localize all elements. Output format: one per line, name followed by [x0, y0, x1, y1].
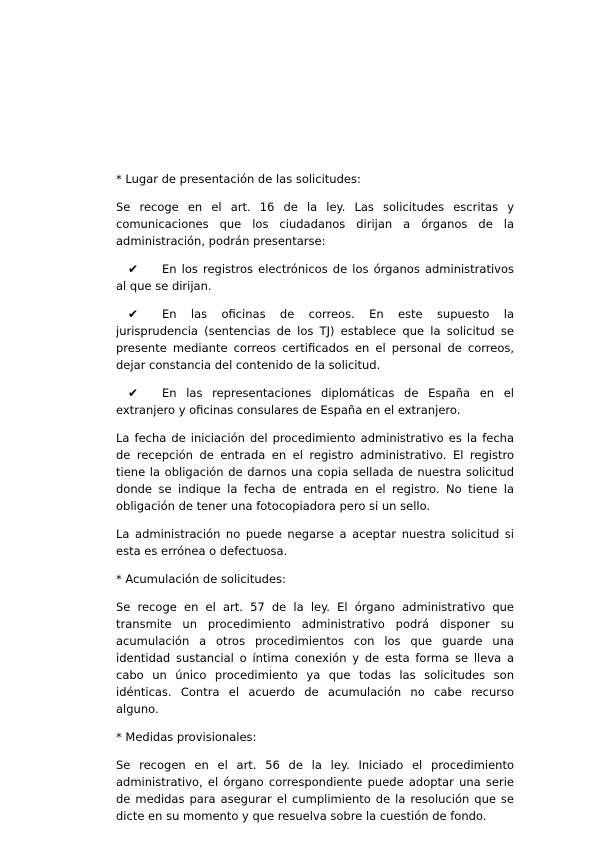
section-heading-acumulacion: * Acumulación de solicitudes: [116, 572, 286, 586]
list-item [116, 306, 514, 374]
section-heading-medidas: * Medidas provisionales: [116, 730, 257, 744]
paragraph-administracion: La administración no puede negarse a aceptar nuestra solicitud si esta es errónea o defectuosa. [116, 527, 514, 558]
section-heading-lugar: * Lugar de presentación de las solicitudes: [116, 172, 361, 186]
paragraph-intro: Se recoge en el art. 16 de la ley. Las solicitudes escritas y comunicaciones que los ciudadanos dirijan a órganos de la administración, podrán presentarse: [116, 200, 514, 248]
bullet-list [116, 261, 514, 419]
paragraph-medidas: Se recogen en el art. 56 de la ley. Iniciado el procedimiento administrativo, el órgano correspondiente puede adoptar una serie de medidas para asegurar el cumplimiento de la resolución que se dicte en su momento y que resuelva sobre la cuestión de fondo. [116, 758, 514, 823]
list-item-text: En los registros electrónicos de los órganos administrativos al que se dirijan. [116, 262, 514, 293]
check-mark-icon: ✔ [128, 307, 139, 321]
list-item [116, 385, 514, 419]
list-item [116, 261, 514, 295]
check-mark-icon: ✔ [128, 386, 139, 400]
paragraph-acumulacion: Se recoge en el art. 57 de la ley. El órgano administrativo que transmite un procedimiento administrativo podrá disponer su acumulación a otros procedimientos con los que guarde una identidad sustancial o íntima conexión y de esta forma se lleva a cabo un único procedimiento ya que todas las solicitudes son idénticas. Contra el acuerdo de acumulación no cabe recurso alguno. [116, 600, 514, 716]
list-item-text: En las oficinas de correos. En este supuesto la jurisprudencia (sentencias de los TJ) establece que la solicitud se presente mediante correos certificados en el personal de correos, dejar constancia del contenido de la solicitud. [116, 307, 514, 372]
document-body [116, 171, 514, 836]
check-mark-icon: ✔ [128, 262, 139, 276]
paragraph-fecha: La fecha de iniciación del procedimiento administrativo es la fecha de recepción de entrada en el registro administrativo. El registro tiene la obligación de darnos una copia sellada de nuestra solicitud donde se indique la fecha de entrada en el registro. No tiene la obligación de tener una fotocopiadora pero si un sello. [116, 431, 514, 513]
list-item-text: En las representaciones diplomáticas de España en el extranjero y oficinas consulares de España en el extranjero. [116, 386, 514, 417]
